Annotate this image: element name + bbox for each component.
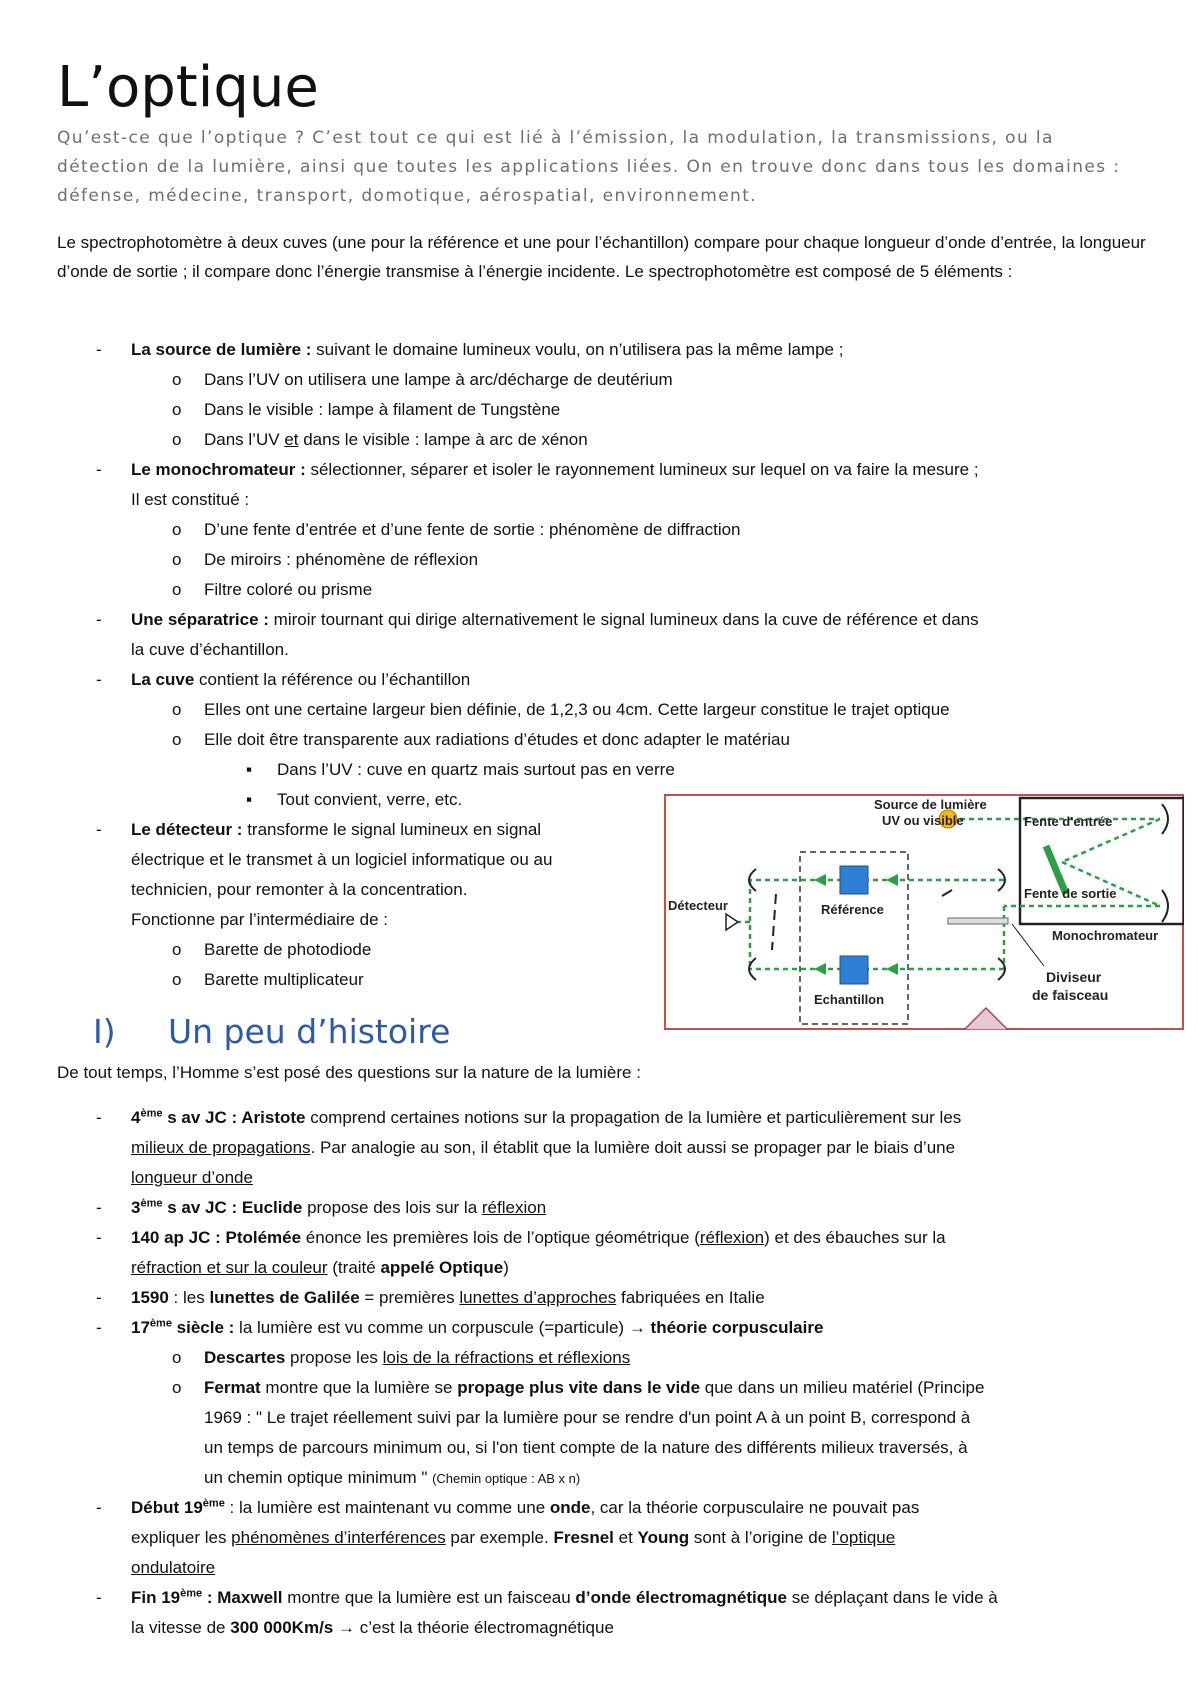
date: s av JC : (162, 1108, 238, 1127)
list-item-detecteur-photodiode: Barette de photodiode (204, 940, 372, 959)
bullet-dash: - (96, 1318, 102, 1337)
list-item-cuve-largeur: Elles ont une certaine largeur bien définie, de 1,2,3 ou 4cm. Cette largeur constitue le trajet optique (204, 700, 950, 719)
underlined-text: et (284, 430, 299, 449)
fente-entree-label: Fente d'entrée (1024, 814, 1113, 829)
superscript: ème (202, 1497, 225, 1510)
text: se déplaçant dans le vide à (787, 1588, 998, 1607)
history-item-maxwell (131, 1583, 1151, 1612)
page-title: L’optique (57, 55, 319, 120)
bold-text: lunettes de Galilée (209, 1288, 360, 1307)
date: siècle : (171, 1318, 235, 1337)
bullet-circle: o (172, 400, 182, 419)
bullet-dash: - (96, 340, 102, 359)
bullet-circle: o (172, 970, 182, 989)
text: dans le visible : lampe à arc de xénon (298, 430, 588, 449)
source-label-1: Source de lumière (874, 797, 987, 812)
superscript: ème (140, 1197, 163, 1210)
bold-text: théorie corpusculaire (645, 1318, 824, 1337)
text: expliquer les (131, 1528, 232, 1547)
list-item-source-visible: Dans le visible : lampe à filament de Tungstène (204, 400, 561, 419)
text: énonce les premières lois de l’optique géométrique ( (301, 1228, 700, 1247)
date: 140 ap JC : Ptolémée (131, 1228, 302, 1247)
bullet-dash: - (96, 1498, 102, 1517)
detecteur-text: transforme le signal lumineux en signal (242, 820, 542, 839)
text: . Par analogie au son, il établit que la lumière doit aussi se propager par le biais d’une (310, 1138, 956, 1157)
bold-text: appelé Optique (380, 1258, 504, 1277)
history-subitem-descartes (204, 1343, 630, 1372)
separatrice-text: miroir tournant qui dirige alternativement le signal lumineux dans la cuve de référence et dans (268, 610, 979, 629)
list-item-source-both (204, 425, 588, 454)
bullet-circle: o (172, 940, 182, 959)
underlined-text: réflexion (699, 1228, 765, 1247)
bold-text: Descartes (204, 1348, 286, 1367)
history-item-ptolemee (131, 1223, 1151, 1252)
history-item-19e (131, 1493, 1151, 1522)
beam-splitter-icon (948, 918, 1008, 924)
date: s av JC : Euclide (162, 1198, 303, 1217)
detecteur-label: Le détecteur : (131, 820, 243, 839)
section-number: I) (93, 1012, 116, 1051)
text: montre que la lumière est un faisceau (282, 1588, 576, 1607)
reference-label: Référence (821, 902, 884, 917)
text: fabriquées en Italie (616, 1288, 765, 1307)
date: Fin 19 (131, 1588, 181, 1607)
bullet-dash: - (96, 820, 102, 839)
source-label-2: UV ou visible (882, 813, 964, 828)
history-subitem-fermat (204, 1373, 1154, 1402)
bold-text: Maxwell (212, 1588, 283, 1607)
bullet-circle: o (172, 370, 182, 389)
fente-sortie-label: Fente de sortie (1024, 886, 1117, 901)
history-item-aristote-line3 (131, 1163, 253, 1192)
bullet-square: ▪ (246, 790, 253, 809)
text: Dans l’UV (204, 430, 285, 449)
superscript: ème (140, 1107, 163, 1120)
text: un chemin optique minimum " (204, 1468, 433, 1487)
history-item-19e-line2 (131, 1523, 1151, 1552)
echantillon-label: Echantillon (814, 992, 885, 1007)
arrow-icon: → (333, 1618, 360, 1637)
mono-text: sélectionner, séparer et isoler le rayonnement lumineux sur lequel on va faire la mesure ; (305, 460, 979, 479)
bullet-circle: o (172, 700, 182, 719)
underlined-text: l’optique (831, 1528, 896, 1547)
bullet-dash: - (96, 1108, 102, 1127)
diviseur-label-1: Diviseur (1046, 969, 1102, 985)
list-item-cuve-tout: Tout convient, verre, etc. (277, 790, 463, 809)
list-item-mono-fente: D’une fente d’entrée et d’une fente de sortie : phénomène de diffraction (204, 520, 741, 539)
text: , car la théorie corpusculaire ne pouvait pas (590, 1498, 920, 1517)
text: : la lumière est maintenant vu comme une (224, 1498, 550, 1517)
text: : les (168, 1288, 210, 1307)
history-item-euclide (131, 1193, 546, 1222)
history-item-ptolemee-line2 (131, 1253, 509, 1282)
date: 17 (131, 1318, 150, 1337)
mono-text2: Il est constitué : (131, 490, 250, 509)
detecteur-text3: technicien, pour remonter à la concentration. (131, 880, 468, 899)
text: c’est la théorie électromagnétique (359, 1618, 614, 1637)
bold-text: 300 000Km/s (230, 1618, 334, 1637)
text: et (613, 1528, 638, 1547)
date: : (202, 1588, 213, 1607)
text: sont à l’origine de (689, 1528, 832, 1547)
bullet-circle: o (172, 1348, 182, 1367)
section-title: Un peu d’histoire (168, 1012, 451, 1051)
list-item-separatrice (131, 605, 979, 634)
cuve-text: contient la référence ou l’échantillon (194, 670, 471, 689)
date: 4 (131, 1108, 141, 1127)
text: montre que la lumière se (260, 1378, 458, 1397)
name: Aristote (237, 1108, 306, 1127)
underlined-text: milieux de propagations (131, 1138, 311, 1157)
bullet-dash: - (96, 460, 102, 479)
list-item-source (131, 335, 843, 364)
bullet-circle: o (172, 580, 182, 599)
mono-label: Le monochromateur : (131, 460, 306, 479)
list-item-source-uv: Dans l’UV on utilisera une lampe à arc/décharge de deutérium (204, 370, 673, 389)
bold-text: Fermat (204, 1378, 261, 1397)
bullet-dash: - (96, 1198, 102, 1217)
sample-cell-icon (840, 956, 868, 984)
underlined-text: lunettes d’approches (459, 1288, 617, 1307)
text: (traité (327, 1258, 381, 1277)
detecteur-text2: électrique et le transmet à un logiciel informatique ou au (131, 850, 553, 869)
fermat-line4 (204, 1463, 580, 1493)
bullet-dash: - (96, 1588, 102, 1607)
cuve-label: La cuve (131, 670, 195, 689)
history-item-aristote (131, 1103, 1151, 1132)
underlined-text: réfraction et sur la couleur (131, 1258, 328, 1277)
bullet-circle: o (172, 730, 182, 749)
diviseur-label-2: de faisceau (1032, 987, 1109, 1003)
text: la vitesse de (131, 1618, 231, 1637)
monochromateur-label: Monochromateur (1052, 928, 1159, 943)
text: = premières (359, 1288, 460, 1307)
list-item-mono (131, 455, 979, 484)
section-intro: De tout temps, l’Homme s’est posé des questions sur la nature de la lumière : (57, 1063, 641, 1082)
list-item-cuve-transparente: Elle doit être transparente aux radiations d’études et donc adapter le matériau (204, 730, 790, 749)
bullet-dash: - (96, 670, 102, 689)
source-label: La source de lumière : (131, 340, 312, 359)
text: propose des lois sur la (302, 1198, 482, 1217)
list-item-mono-filtre: Filtre coloré ou prisme (204, 580, 373, 599)
date: 1590 (131, 1288, 169, 1307)
small-text: (Chemin optique : AB x n) (432, 1471, 581, 1486)
bullet-circle: o (172, 430, 182, 449)
date: Début 19 (131, 1498, 203, 1517)
bullet-circle: o (172, 1378, 182, 1397)
list-item-detecteur (131, 815, 541, 844)
history-item-19e-line3 (131, 1553, 215, 1582)
separatrice-label: Une séparatrice : (131, 610, 269, 629)
source-text: suivant le domaine lumineux voulu, on n’utilisera pas la même lampe ; (311, 340, 844, 359)
history-item-galilee (131, 1283, 765, 1312)
text: la lumière est vu comme un corpuscule (=particule) (234, 1318, 629, 1337)
bold-text: d’onde électromagnétique (575, 1588, 787, 1607)
underlined-text: longueur d’onde (131, 1168, 253, 1187)
list-item-cuve (131, 665, 470, 694)
list-item-detecteur-multiplicateur: Barette multiplicateur (204, 970, 364, 989)
detecteur-text4: Fonctionne par l’intermédiaire de : (131, 910, 389, 929)
reference-cell-icon (840, 866, 868, 894)
detecteur-diagram-label: Détecteur (668, 898, 728, 913)
text: comprend certaines notions sur la propagation de la lumière et particulièrement sur les (305, 1108, 962, 1127)
list-item-cuve-uv: Dans l’UV : cuve en quartz mais surtout pas en verre (277, 760, 675, 779)
text: que dans un milieu matériel (Principe (700, 1378, 985, 1397)
spectrophotometer-diagram (664, 794, 1184, 1030)
superscript: ème (149, 1317, 172, 1330)
underlined-text: phénomènes d’interférences (231, 1528, 446, 1547)
arrow-icon: → (628, 1318, 646, 1337)
text: ) et des ébauches sur la (764, 1228, 946, 1247)
bold-text: Fresnel (553, 1528, 614, 1547)
fermat-line2: 1969 : " Le trajet réellement suivi par la lumière pour se rendre d'un point A à un point B, correspond à (204, 1408, 971, 1427)
fermat-line3: un temps de parcours minimum ou, si l'on tient compte de la nature des différents milieux traversés, à (204, 1438, 968, 1457)
text: propose les (285, 1348, 383, 1367)
bullet-dash: - (96, 610, 102, 629)
text: ) (503, 1258, 509, 1277)
underlined-text: lois de la réfractions et réflexions (382, 1348, 631, 1367)
bullet-circle: o (172, 550, 182, 569)
text: par exemple. (445, 1528, 554, 1547)
subtitle: Qu’est-ce que l’optique ? C’est tout ce qui est lié à l’émission, la modulation, la transmissions, ou la détection de la lumière, ainsi que toutes les applications liées. On en trouve donc dans tous les domaines : défense, médecine, transport, domotique, aérospatial, environnement. (57, 128, 1121, 206)
history-item-aristote-line2 (131, 1133, 1151, 1162)
intro-paragraph: Le spectrophotomètre à deux cuves (une pour la référence et une pour l’échantillon) compare pour chaque longueur d’onde d’entrée, la longueur d’onde de sortie ; il compare donc l’énergie transmise à l’énergie incidente. Le spectrophotomètre est composé de 5 éléments : (57, 233, 1146, 281)
bullet-circle: o (172, 520, 182, 539)
underlined-text: ondulatoire (131, 1558, 216, 1577)
bold-text: Young (637, 1528, 690, 1547)
bold-text: onde (549, 1498, 591, 1517)
bullet-dash: - (96, 1288, 102, 1307)
history-item-maxwell-line2 (131, 1613, 614, 1642)
history-item-17e (131, 1313, 823, 1342)
list-item-mono-miroirs: De miroirs : phénomène de réflexion (204, 550, 479, 569)
bold-text: propage plus vite dans le vide (457, 1378, 701, 1397)
date: 3 (131, 1198, 141, 1217)
separatrice-text2: la cuve d’échantillon. (131, 640, 289, 659)
superscript: ème (180, 1587, 203, 1600)
underlined-text: réflexion (481, 1198, 547, 1217)
bullet-dash: - (96, 1228, 102, 1247)
bullet-square: ▪ (246, 760, 253, 779)
